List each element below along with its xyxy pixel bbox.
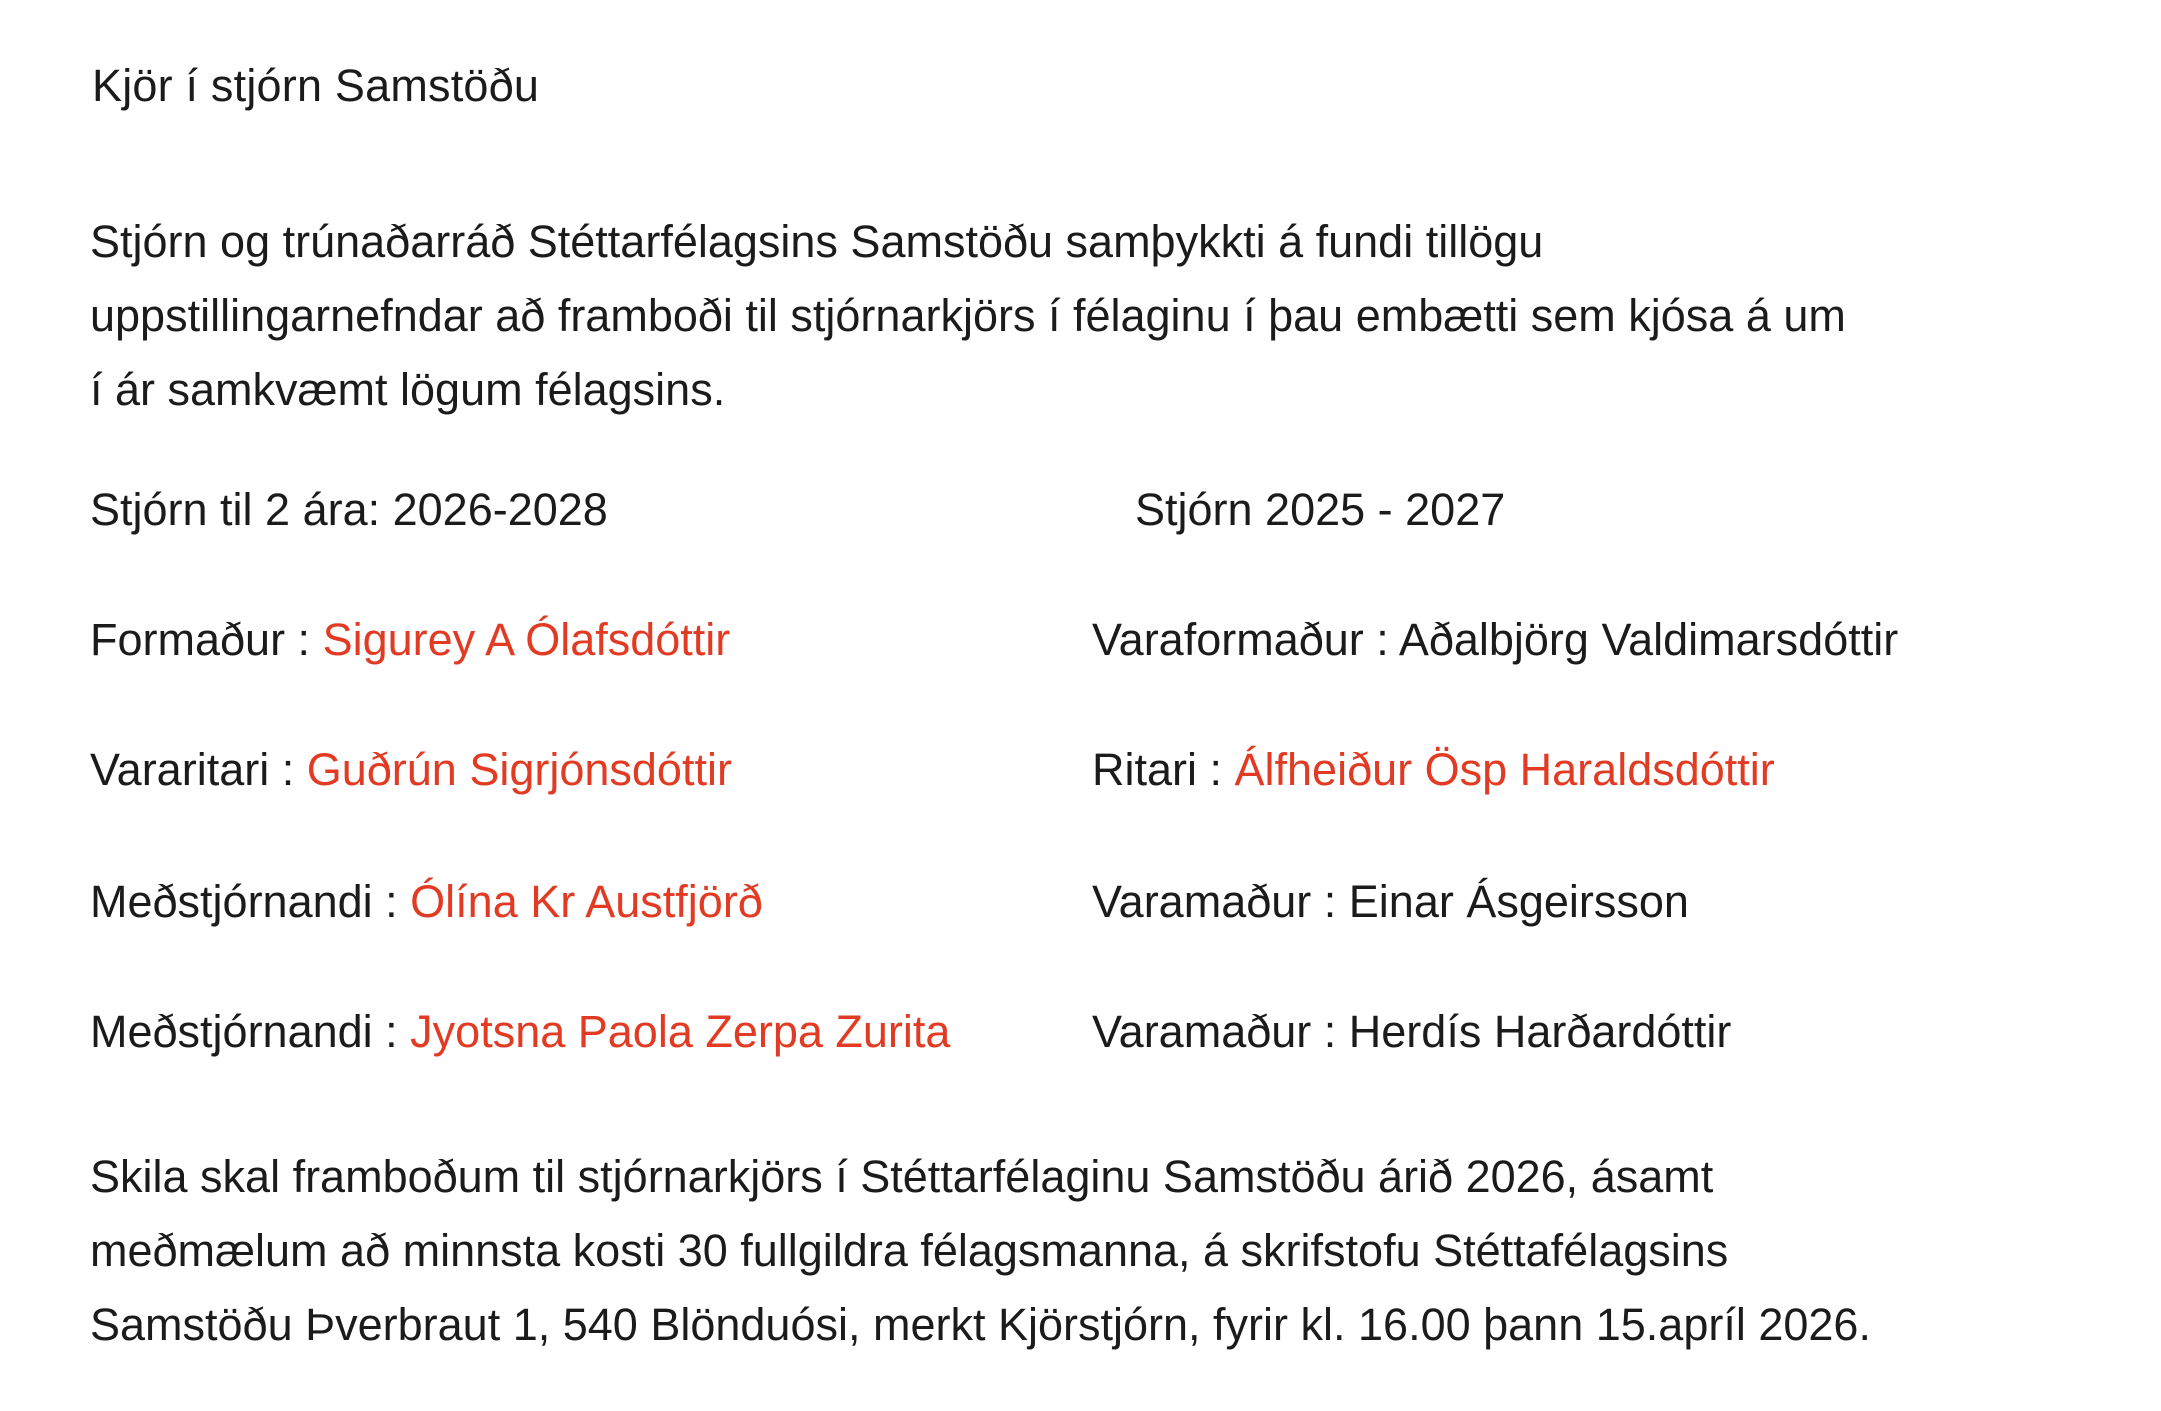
role-label: Meðstjórnandi : bbox=[90, 876, 411, 927]
role-label: Meðstjórnandi : bbox=[90, 1006, 411, 1057]
intro-line-2: uppstillingarnefndar að framboði til stjórnarkjörs í félaginu í þau embætti sem kjósa á um bbox=[90, 290, 1846, 341]
role-label: Ritari : bbox=[1092, 744, 1235, 795]
page-title: Kjör í stjórn Samstöðu bbox=[92, 60, 540, 111]
left-column-heading: Stjórn til 2 ára: 2026-2028 bbox=[90, 484, 608, 535]
person-name: Aðalbjörg Valdimarsdóttir bbox=[1398, 614, 1899, 665]
intro-line-1: Stjórn og trúnaðarráð Stéttarfélagsins Samstöðu samþykkti á fundi tillögu bbox=[90, 216, 1544, 267]
person-name: Ólína Kr Austfjörð bbox=[410, 876, 763, 927]
board-row bbox=[1092, 876, 1689, 928]
intro-paragraph bbox=[90, 205, 2020, 427]
person-name: Herdís Harðardóttir bbox=[1348, 1006, 1732, 1057]
intro-line-3: í ár samkvæmt lögum félagsins. bbox=[90, 364, 726, 415]
board-row bbox=[1092, 744, 1775, 796]
role-label: Varamaður : bbox=[1092, 876, 1349, 927]
board-row bbox=[1092, 1006, 1731, 1058]
person-name: Jyotsna Paola Zerpa Zurita bbox=[410, 1006, 951, 1057]
footer-line-1: Skila skal framboðum til stjórnarkjörs í Stéttarfélaginu Samstöðu árið 2026, ásamt bbox=[90, 1151, 1714, 1202]
role-label: Vararitari : bbox=[90, 744, 307, 795]
right-column-heading: Stjórn 2025 - 2027 bbox=[1135, 484, 1506, 535]
person-name: Sigurey A Ólafsdóttir bbox=[322, 614, 731, 665]
person-name: Einar Ásgeirsson bbox=[1348, 876, 1689, 927]
board-row bbox=[1092, 614, 1898, 666]
board-row bbox=[90, 614, 730, 666]
board-row bbox=[90, 744, 732, 796]
footer-line-2: meðmælum að minnsta kosti 30 fullgildra félagsmanna, á skrifstofu Stéttafélagsins bbox=[90, 1225, 1729, 1276]
role-label: Varamaður : bbox=[1092, 1006, 1349, 1057]
board-row bbox=[90, 876, 763, 928]
person-name: Álfheiður Ösp Haraldsdóttir bbox=[1234, 744, 1775, 795]
footer-line-3: Samstöðu Þverbraut 1, 540 Blönduósi, merkt Kjörstjórn, fyrir kl. 16.00 þann 15.apríl 2026. bbox=[90, 1299, 1871, 1350]
role-label: Formaður : bbox=[90, 614, 323, 665]
person-name: Guðrún Sigrjónsdóttir bbox=[306, 744, 732, 795]
board-row bbox=[90, 1006, 950, 1058]
footer-paragraph bbox=[90, 1140, 2080, 1362]
role-label: Varaformaður : bbox=[1092, 614, 1399, 665]
